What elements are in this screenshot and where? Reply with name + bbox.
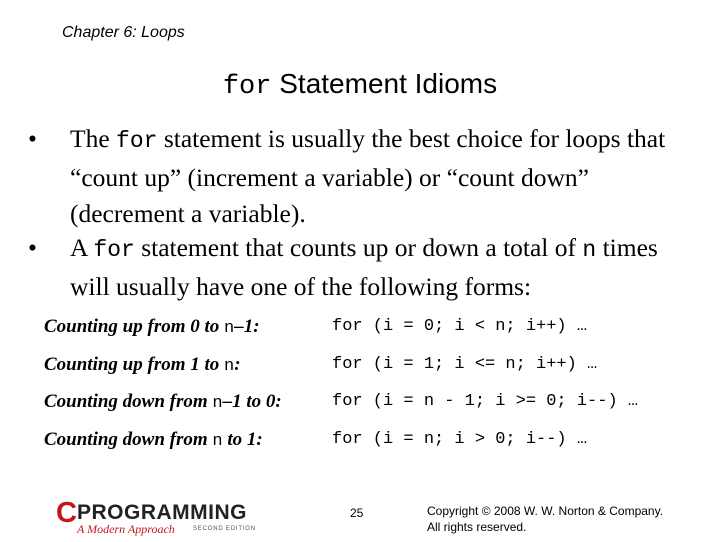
form-label: Counting up from 1 to n: [44, 354, 241, 376]
loop-form-row [44, 426, 704, 454]
copyright-line: Copyright © 2008 W. W. Norton & Company. [427, 504, 664, 518]
form-code: for (i = 1; i <= n; i++) … [332, 355, 598, 374]
bullet-text [70, 121, 688, 233]
form-label: Counting down from n to 1: [44, 429, 263, 451]
bullet-code: for [116, 128, 158, 154]
slide-title [0, 68, 720, 102]
form-code: for (i = n; i > 0; i--) … [332, 430, 588, 449]
bullet-code: for [93, 237, 135, 263]
bullet-item [28, 230, 688, 305]
loop-form-row [44, 351, 704, 379]
loop-form-row [44, 388, 704, 416]
form-code: for (i = n - 1; i >= 0; i--) … [332, 392, 639, 411]
copyright-line: All rights reserved. [427, 520, 527, 534]
bullet-item [28, 121, 688, 233]
bullet-marker: • [28, 124, 37, 153]
bullet-text-part: A [70, 233, 94, 262]
loop-form-row [44, 313, 704, 341]
bullet-text [70, 230, 688, 305]
logo-letter: C [56, 497, 77, 529]
bullet-text-part: statement is usually the best choice for loops that “count up” (increment a variable) or “count down” (decrement a variable). [70, 124, 666, 228]
chapter-heading: Chapter 6: Loops [62, 24, 185, 41]
logo-subtitle: A Modern Approach [77, 522, 175, 536]
copyright-notice [427, 503, 663, 535]
form-label: Counting down from n–1 to 0: [44, 391, 282, 413]
bullet-code: n [582, 237, 597, 263]
logo-word: PROGRAMMING [77, 501, 247, 524]
form-label: Counting up from 0 to n–1: [44, 316, 260, 338]
book-logo [50, 496, 270, 542]
page-number: 25 [350, 506, 364, 520]
title-text: Statement Idioms [271, 68, 498, 99]
bullet-marker: • [28, 233, 37, 262]
title-code: for [222, 72, 272, 102]
bullet-text-part: times will usually have one of the following forms: [70, 233, 658, 301]
bullet-text-part: statement that counts up or down a total of [134, 233, 583, 262]
bullet-text-part: The [70, 124, 117, 153]
logo-edition: SECOND EDITION [193, 526, 256, 532]
form-code: for (i = 0; i < n; i++) … [332, 317, 588, 336]
